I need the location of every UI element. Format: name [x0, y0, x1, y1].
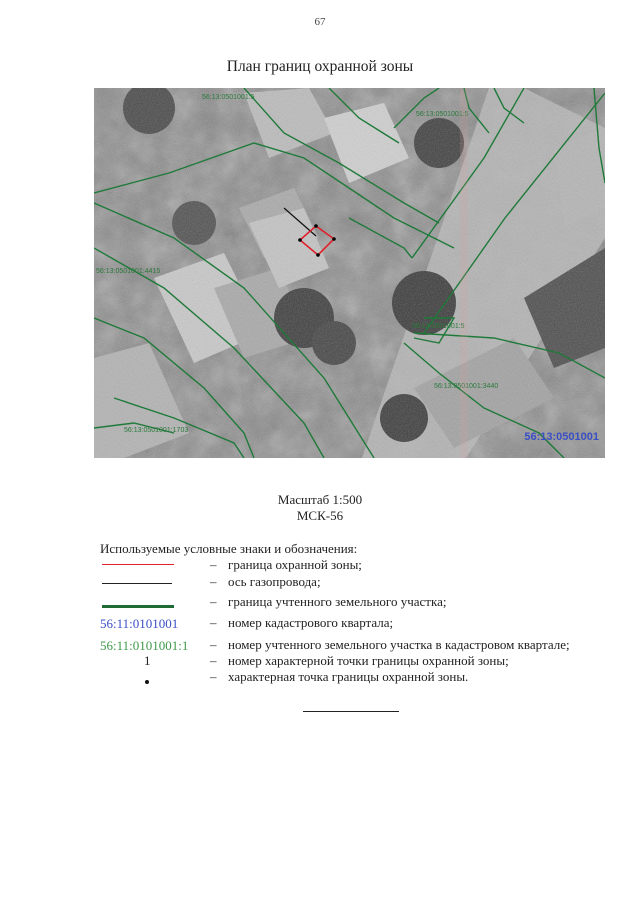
point-number-sample: 1	[144, 653, 151, 668]
legend-dash: –	[210, 637, 217, 652]
point-dot-icon	[145, 680, 149, 684]
legend-row	[0, 637, 640, 653]
parcel-label: 56:13:0501001:4415	[96, 268, 161, 275]
legend-symbol-green-line	[100, 594, 210, 610]
legend-row	[0, 557, 640, 573]
parcel-number-sample: 56:11:0101001:1	[100, 638, 189, 653]
aerial-map-svg	[94, 88, 605, 458]
scale-block	[0, 492, 640, 524]
legend-row	[0, 594, 640, 610]
scan-streak	[460, 88, 468, 458]
legend-dash: –	[210, 653, 217, 668]
legend-dash: –	[210, 669, 217, 684]
page-number: 67	[314, 16, 326, 28]
legend-dash: –	[210, 615, 217, 630]
legend-title: Используемые условные знаки и обозначения:	[100, 541, 358, 556]
parcel-label: 56:13:0501001:5	[202, 94, 255, 101]
map-grain	[94, 88, 605, 458]
legend-text: ось газопровода;	[228, 574, 321, 589]
page-title: План границ охранной зоны	[226, 58, 414, 75]
legend-text: номер характерной точки границы охранной зоны;	[228, 653, 509, 668]
legend-row	[0, 574, 640, 590]
scale-label: Масштаб 1:500	[277, 492, 363, 507]
zone-point	[314, 224, 318, 228]
legend-dash: –	[210, 594, 217, 609]
legend-symbol-point-number	[100, 653, 210, 669]
cadastral-map	[94, 88, 605, 458]
legend-dash: –	[210, 574, 217, 589]
quarter-number-sample: 56:11:0101001	[100, 616, 179, 631]
zone-point	[316, 253, 320, 257]
legend-symbol-black-line	[100, 574, 210, 590]
coordinate-system: МСК-56	[296, 508, 344, 523]
quarter-label: 56:13:0501001	[524, 431, 599, 443]
legend-text: характерная точка границы охранной зоны.	[228, 669, 469, 684]
parcel-label: 56:13:0501001:5	[412, 323, 465, 330]
legend-text: номер кадастрового квартала;	[228, 615, 394, 630]
legend-row	[0, 653, 640, 669]
parcel-label: 56:13:0501001:3440	[434, 383, 499, 390]
legend-symbol-quarter-number	[100, 615, 210, 631]
legend-dash: –	[210, 557, 217, 572]
zone-point	[332, 237, 336, 241]
legend-text: граница охранной зоны;	[228, 557, 362, 572]
legend-text: номер учтенного земельного участка в кадастровом квартале;	[228, 637, 570, 652]
legend-symbol-point	[100, 669, 210, 685]
legend-row	[0, 669, 640, 685]
signature-line	[303, 711, 399, 712]
legend-symbol-parcel-number	[100, 637, 210, 653]
parcel-label: 56:13:0501001:5	[416, 111, 469, 118]
legend-text: граница учтенного земельного участка;	[228, 594, 447, 609]
parcel-label: 56:13:0501001:1703	[124, 427, 189, 434]
legend-symbol-red-line	[100, 557, 210, 573]
zone-point	[298, 238, 302, 242]
legend-row	[0, 615, 640, 631]
